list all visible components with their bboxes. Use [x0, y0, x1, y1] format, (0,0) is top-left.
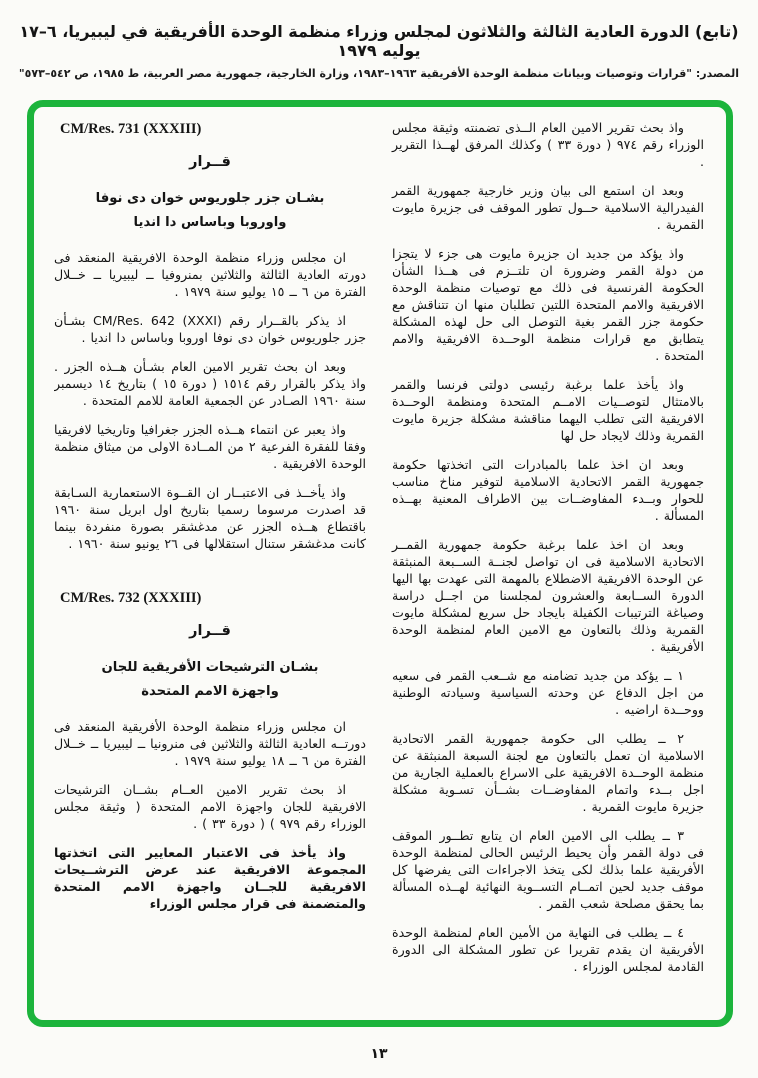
paragraph: واذ يأخــذ فى الاعتبــار ان القــوة الاستعمارية السـابقة قد اصدرت مرسوما رسميا بتاريخ اول ابريل سنة ١٩٦٠ باقتطاع هــذه الجزر عن مدغشقر بصورة منفردة بينما كانت مدغشقر ستنال استقلالها فى ٢٦ يونيو سنة ١٩٦٠ .: [54, 485, 366, 551]
numbered-clause-1: ١ ــ يؤكد من جديد تضامنه مع شــعب القمر فى سعيه من اجل الدفاع عن وحدته السياسية وسيادته الوطنية ووحــدة اراضيه .: [392, 668, 704, 717]
page-header: [0, 22, 758, 80]
resolution-heading: قــرار: [189, 154, 231, 170]
paragraph: واذ يؤكد من جديد ان جزيرة مايوت هى جزء لا يتجزا من دولة القمر وضرورة ان تلتــزم فى هــذا الشأن الحكومة الفرنسية فى ذلك مع توصيات منظمة الوحدة الافريقية والامم المتحدة اللتين تطلبان منها ان تتناقش مع حكومة جزر القمر بغية التوصل الى حل لهذه المشكلة يتطابق مع قرارات منظمة الوحــدة الافريقية والامم المتحدة .: [392, 246, 704, 363]
resolution-title: [54, 656, 366, 704]
resolution-ref-731: CM/Res. 731 (XXXIII): [60, 121, 202, 137]
content-frame: [27, 100, 733, 1027]
paragraph: واذ يأخذ علما برغبة رئيسى دولتى فرنسا والقمر بالامتثال لتوصــيات الامــم المتحدة ومنظمة الوحــدة الافريقية التى تطلب اليهما مناقشة مشكلة جزيرة مايوت القمرية وذلك لايجاد حل لها: [392, 377, 704, 443]
resolution-title-line2: واجهزة الامم المتحدة: [141, 684, 279, 699]
numbered-clause-3: ٣ ــ يطلب الى الامين العام ان يتابع تطــور الموقف فى دولة القمر وأن يحيط الرئيس الحالى لمنظمة الوحدة الأفريقية علما بذلك لكى يتخذ الاجراءات التى يفرضها كل موقف جديد لحين اتمــام التســوية النهائية لهــذه المسألة بما يحقق مصلحة شعب القمر .: [392, 828, 704, 911]
resolution-heading: قــرار: [189, 623, 231, 639]
paragraph: وبعد ان بحث تقرير الامين العام بشـأن هــذه الجزر . واذ يذكر بالقرار رقم ١٥١٤ ( دورة ١٥ ) بتاريخ ١٤ ديسمبر سنة ١٩٦٠ الصـادر عن الجمعية العامة للامم المتحدة .: [54, 359, 367, 408]
resolution-title-line1: بشـان الترشيحات الأفريقية للجان: [101, 660, 319, 675]
paragraph: ان مجلس وزراء منظمة الوحدة الأفريقية المنعقد فى دورتــه العادية الثالثة والثلاثين فى منرونيا ــ ليبيريا ــ خــلال الفترة من ٦ ــ ١٨ يوليو سنة ١٩٧٩ .: [54, 719, 366, 768]
paragraph: واذ يعبر عن انتماء هــذه الجزر جغرافيا وتاريخيا لافريقيا وفقا للفقرة الفرعية ٢ من المــادة الاولى من ميثاق منظمة الوحدة الافريقية .: [54, 422, 366, 471]
header-source: المصدر: "قرارات وتوصيات وبيانات منظمة الوحدة الأفريقية ١٩٦٣–١٩٨٣، وزارة الخارجية، جمهورية مصر العربية، ط ١٩٨٥، ص ٥٤٢–٥٧٣": [18, 67, 740, 80]
resolution-731: [54, 121, 366, 552]
paragraph: ان مجلس وزراء منظمة الوحدة الافريقية المنعقد فى دورته العادية الثالثة والثلاثين بمنروفيا ــ ليبيريا ــ خــلال الفترة من ٦ ــ ١٥ يوليو سنة ١٩٧٩ .: [54, 250, 366, 299]
paragraph: وبعد ان اخذ علما بالمبادرات التى اتخذتها حكومة جمهورية القمر الاتحادية الاسلامية لتوفير مناخ مناسب للحوار وبــدء المفاوضــات بين الاطراف المعنية بهــذه المسألة .: [392, 457, 704, 523]
paragraph: وبعد ان استمع الى بيان وزير خارجية جمهورية القمر الفيدرالية الاسلامية حــول تطور الموقف فى جزيرة مايوت القمرية .: [392, 183, 704, 232]
resolution-title-line2: واوروبا وباساس دا انديا: [133, 215, 287, 230]
column-right: [392, 119, 704, 1010]
paragraph: وبعد ان اخذ علما برغبة حكومة جمهورية القمــر الاتحادية الاسلامية فى ان تواصل لجنــة الســبعة المنبثقة عن الوحدة الافريقية الاضطلاع بالمهمة التى عهدت بها اليها الدورة الســابعة والعشرون لمجلسنا من اجــل دراسة وصياغة الترتيبات الكفيلة بايجاد حل سريع لمشكلة مايوت القمرية وذلك بالتعاون مع الامين العام لمنظمة الوحدة الأفريقية .: [392, 537, 704, 654]
resolution-title: [54, 187, 366, 235]
header-session-title: (تابع) الدورة العادية الثالثة والثلاثون لمجلس وزراء منظمة الوحدة الأفريقية في ليبيريا، ٦–١٧ يوليه ١٩٧٩: [19, 22, 739, 60]
paragraph: واذ بحث تقرير الامين العام الــذى تضمنته وثيقة مجلس الوزراء رقم ٩٧٤ ( دورة ٣٣ ) وكذلك المرفق لهــذا التقرير .: [392, 120, 704, 169]
paragraph: واذ يأخذ فى الاعتبار المعايير التى اتخذتها المجموعة الافريقية عند عرض الترشــيحات الافريقية للجــان واجهزة الامم المتحدة والمتضمنة فى قرار مجلس الوزراء: [54, 845, 366, 911]
columns: [54, 119, 704, 1010]
paragraph: اذ يذكر بالقــرار رقم CM/Res. 642 (XXXI) بشـأن جزر جلوريوس خوان دى نوفا اوروبا وباساس دا انديا .: [54, 313, 366, 345]
page-number: ١٣: [370, 1046, 388, 1062]
numbered-clause-4: ٤ ــ يطلب فى النهاية من الأمين العام لمنظمة الوحدة الأفريقية ان يقدم تقريرا عن تطور المشكلة الى الدورة القادمة لمجلس الوزراء .: [392, 925, 704, 974]
resolution-title-line1: بشـان جزر جلوريوس خوان دى نوفا: [95, 191, 325, 206]
resolution-ref-732: CM/Res. 732 (XXXIII): [60, 590, 202, 606]
numbered-clause-2: ٢ ــ يطلب الى حكومة جمهورية القمر الاتحادية الاسلامية ان تعمل بالتعاون مع لجنة السبعة المنبثقة عن منظمة الوحــدة الافريقية على الاسراع بالعملية الجارية من اجل بــدء واتمام المفاوضــات بشــأن تسـوية مشكلة جزيرة مايوت القمرية .: [392, 731, 704, 814]
paragraph: اذ بحث تقرير الامين العــام بشــان الترشيحات الافريقية للجان واجهزة الامم المتحدة ( وثيقة مجلس الوزراء رقم ٩٧٩ ) ( دورة ٣٣ ) .: [54, 782, 366, 831]
resolution-732: [54, 590, 366, 912]
column-left: [54, 119, 366, 1010]
